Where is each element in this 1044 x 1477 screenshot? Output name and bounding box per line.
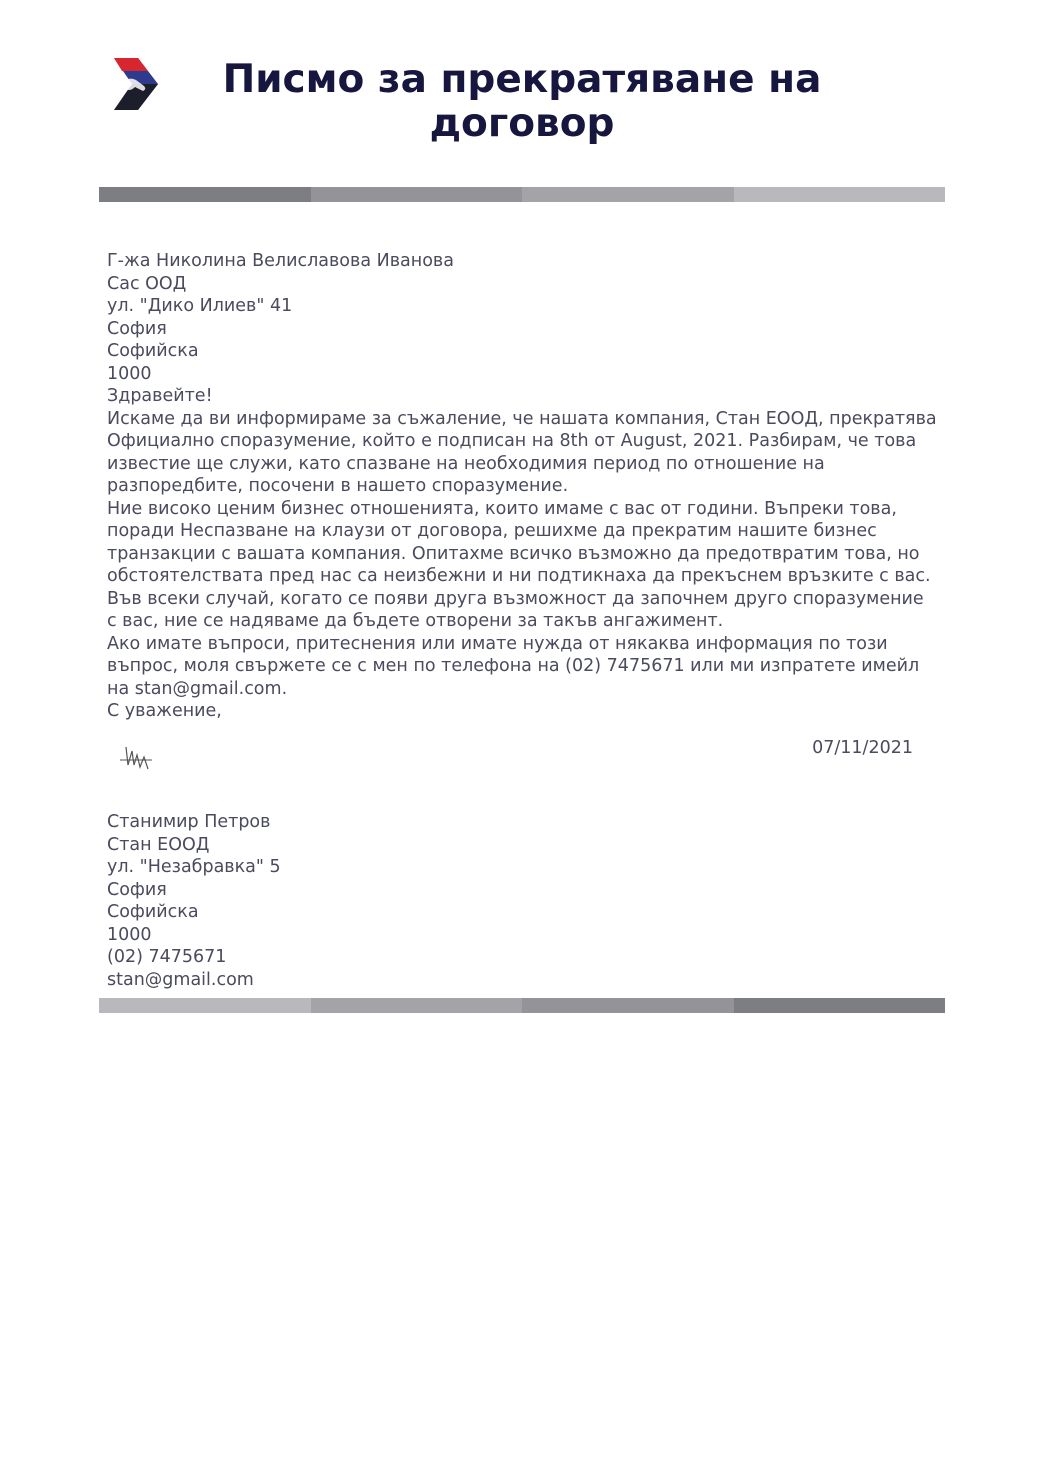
paragraph-1: Искаме да ви информираме за съжаление, че нашата компания, Стан ЕООД, прекратява Официално споразумение, който е подписан на 8th от August, 2021. Разбирам, че това известие ще служи, като спазване на необходимия период по отношение на разпоредбите, посочени в нашето споразумение. [107,408,937,496]
recipient-street: ул. "Дико Илиев" 41 [107,296,293,316]
recipient-postcode: 1000 [107,363,152,384]
paragraph-2: Ние високо ценим бизнес отношенията, които имаме с вас от години. Въпреки това, поради Неспазване на клаузи от договора, решихме да прекратим нашите бизнес транзакции с вашата компания. Опитахме всичко възможно да предотвратим това, но обстоятелствата пред нас са неизбежни и ни подтикнаха да прекъснем връзките с вас. Във всеки случай, когато се появи друга възможност да започнем друго споразумение с вас, ние се надяваме да бъдете отворени за такъв ангажимент. [107,498,931,631]
sender-name: Станимир Петров [107,812,271,832]
footer-divider [99,998,945,1013]
sender-email: stan@gmail.com [107,969,254,990]
handshake-logo-icon [108,54,160,114]
page-title: Писмо за прекратяване на договор [222,57,822,146]
recipient-name: Г-жа Николина Велиславова Иванова [107,251,454,271]
letter-body [107,250,937,723]
recipient-company: Сас ООД [107,273,187,294]
sender-phone: (02) 7475671 [107,947,227,967]
closing: С уважение, [107,701,222,721]
sender-street: ул. "Незабравка" 5 [107,857,281,877]
paragraph-3: Ако имате въпроси, притеснения или имате нужда от някаква информация по този въпрос, моля свържете се с мен по телефона на (02) 7475671 или ми изпратете имейл на stan@gmail.com. [107,633,920,699]
greeting: Здравейте! [107,386,213,406]
recipient-city: София [107,318,167,339]
sender-company: Стан ЕООД [107,834,210,855]
handwritten-signature-icon [118,743,154,773]
sender-city: София [107,879,167,900]
letter-date: 07/11/2021 [812,738,913,758]
sender-region: Софийска [107,902,199,922]
sender-postcode: 1000 [107,924,152,945]
recipient-region: Софийска [107,341,199,361]
header-divider [99,187,945,202]
sender-block [107,811,281,991]
